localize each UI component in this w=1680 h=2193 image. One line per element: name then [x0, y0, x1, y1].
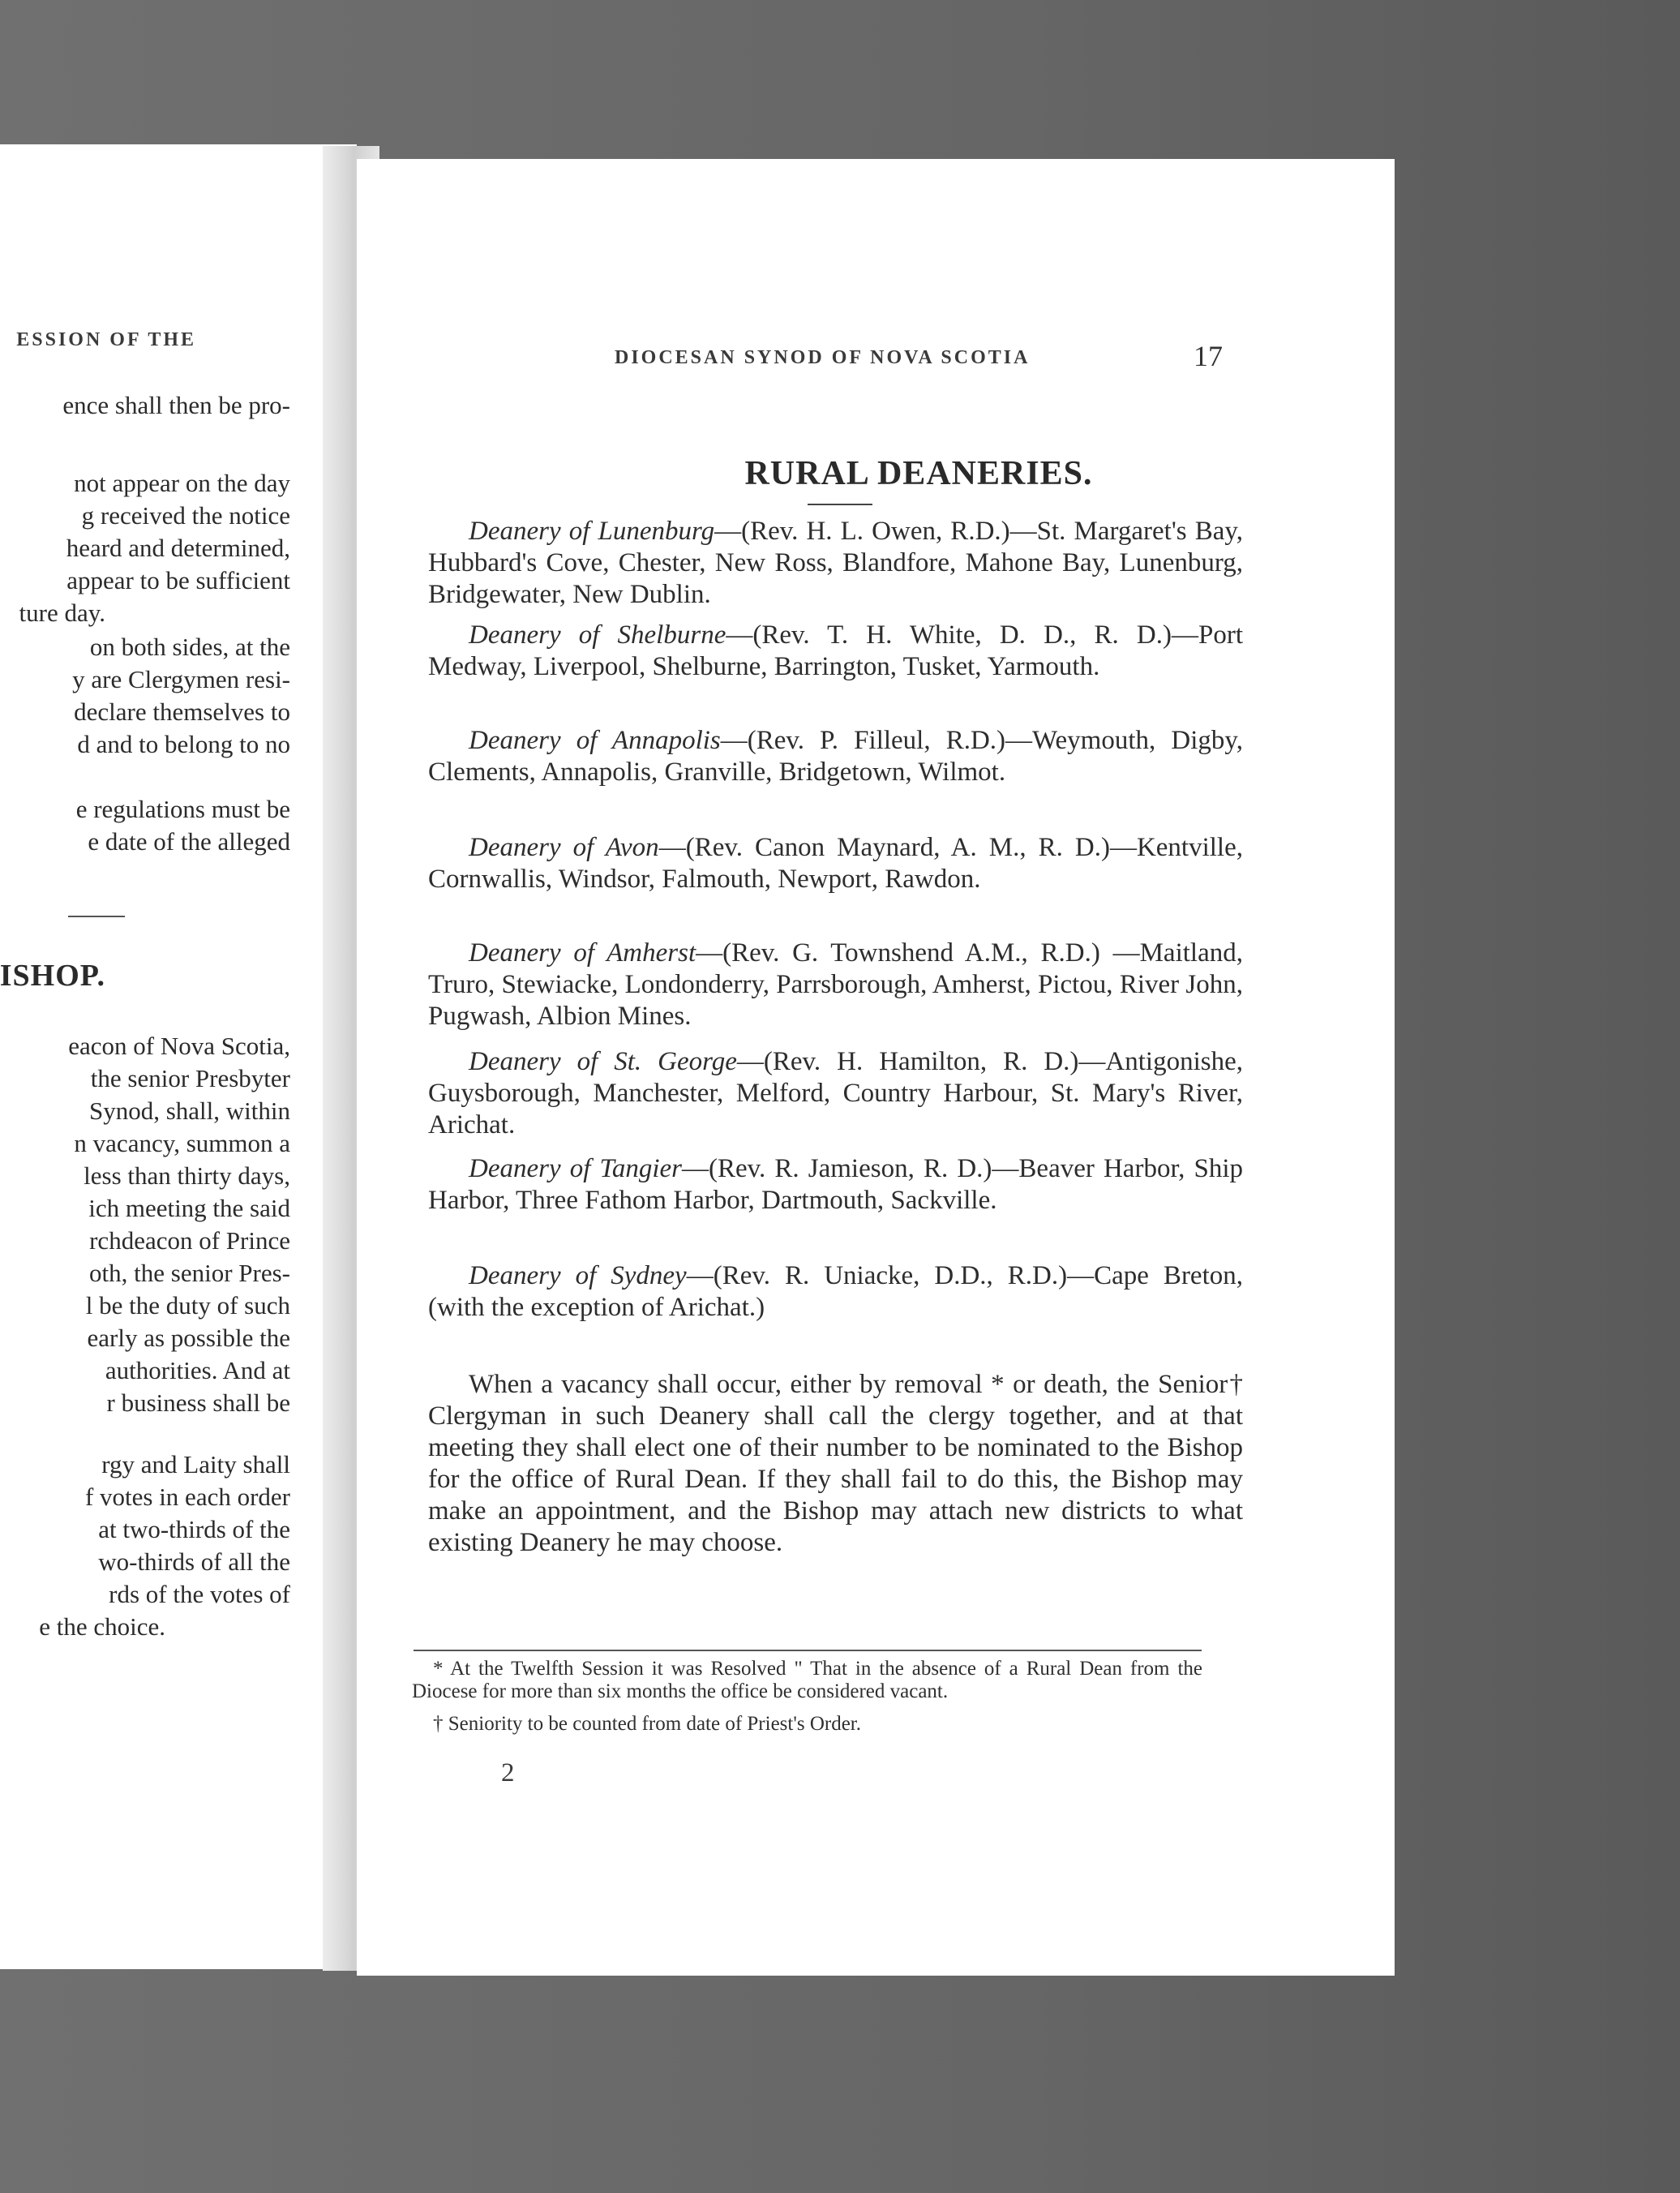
deanery-entry [428, 1153, 1243, 1217]
left-line: l be the duty of such [85, 1291, 290, 1320]
deanery-text: —(Rev. P. Filleul, R.D.)—Weymouth, Digby, Clements, Annapolis, Granville, Bridgetown, Wilmot. [428, 726, 1243, 787]
left-page [0, 144, 357, 1969]
left-line: d and to belong to no [77, 730, 290, 758]
deanery-entry [428, 1260, 1243, 1324]
left-line: at two-thirds of the [98, 1515, 290, 1543]
left-line: e date of the alleged [88, 827, 290, 856]
left-line: r business shall be [106, 1388, 290, 1417]
deanery-text: —(Rev. R. Jamieson, R. D.)—Beaver Harbor, Ship Harbor, Three Fathom Harbor, Dartmouth, Sackville. [428, 1154, 1244, 1215]
deanery-entry [428, 725, 1243, 788]
footnote: * At the Twelfth Session it was Resolved " That in the absence of a Rural Dean from the Diocese for more than six months the office be considered vacant. [412, 1658, 1202, 1702]
left-line: rgy and Laity shall [101, 1450, 290, 1478]
deanery-text: —(Rev. H. Hamilton, R. D.)—Antigonishe, Guysborough, Manchester, Melford, Country Harbour, St. Mary's River, Arichat. [428, 1047, 1243, 1139]
left-line: ich meeting the said [88, 1194, 290, 1222]
closing-paragraph-text: When a vacancy shall occur, either by removal * or death, the Senior† Clergyman in such Deanery shall call the clergy together, and at that meeting they shall elect one of their number to be nominated to the Bishop for the office of Rural Dean. If they shall fail to do this, the Bishop may make an appointment, and the Bishop may attach new districts to what existing Deanery he may choose. [428, 1370, 1243, 1557]
left-line: Synod, shall, within [88, 1096, 290, 1125]
deanery-text: —(Rev. T. H. White, D. D., R. D.)—Port Medway, Liverpool, Shelburne, Barrington, Tusket, Yarmouth. [428, 620, 1243, 681]
left-line: rds of the votes of [109, 1580, 290, 1608]
deanery-text: —(Rev. H. L. Owen, R.D.)—St. Margaret's Bay, Hubbard's Cove, Chester, New Ross, Blandfore, Mahone Bay, Lunenburg, Bridgewater, New Dublin. [428, 517, 1243, 609]
left-line: early as possible the [87, 1324, 290, 1352]
left-line: declare themselves to [74, 697, 290, 726]
left-line: e the choice. [39, 1612, 165, 1641]
deanery-entry [428, 938, 1243, 1032]
deanery-name: Deanery of Annapolis [469, 726, 721, 755]
deanery-name: Deanery of Amherst [469, 938, 696, 968]
left-line: not appear on the day [74, 469, 290, 497]
deanery-entry [428, 516, 1243, 611]
footnote-rule [414, 1650, 1202, 1651]
left-line: heard and determined, [66, 534, 290, 562]
deanery-name: Deanery of Tangier [469, 1154, 683, 1183]
deanery-text: —(Rev. G. Townshend A.M., R.D.) —Maitland, Truro, Stewiacke, Londonderry, Parrsborough, Amherst, Pictou, River John, Pugwash, Albion Mines. [428, 938, 1243, 1031]
title-rule [808, 504, 872, 505]
left-line: authorities. And at [105, 1356, 290, 1384]
left-line: rchdeacon of Prince [89, 1226, 290, 1255]
left-line: n vacancy, summon a [74, 1129, 290, 1157]
running-head: DIOCESAN SYNOD OF NOVA SCOTIA [615, 347, 1031, 368]
left-line: wo-thirds of all the [98, 1547, 290, 1576]
footnotes [412, 1658, 1202, 1736]
deanery-name: Deanery of Shelburne [469, 620, 726, 650]
left-line: g received the notice [81, 501, 290, 530]
left-line: y are Clergymen resi- [72, 665, 290, 693]
left-line: ence shall then be pro- [62, 391, 290, 419]
left-line: less than thirty days, [84, 1161, 290, 1190]
signature-mark: 2 [501, 1758, 515, 1787]
left-section-heading: ISHOP. [0, 959, 105, 993]
deanery-name: Deanery of Lunenburg [469, 517, 715, 546]
deanery-entry [428, 620, 1243, 683]
left-line: appear to be sufficient [66, 566, 290, 594]
deanery-text: —(Rev. Canon Maynard, A. M., R. D.)—Kentville, Cornwallis, Windsor, Falmouth, Newport, Rawdon. [428, 833, 1243, 894]
left-line: e regulations must be [75, 795, 290, 823]
left-line: f votes in each order [84, 1483, 290, 1511]
deanery-text: —(Rev. R. Uniacke, D.D., R.D.)—Cape Breton, (with the exception of Arichat.) [428, 1261, 1243, 1322]
deanery-name: Deanery of Sydney [469, 1261, 687, 1290]
footnote: † Seniority to be counted from date of Priest's Order. [433, 1713, 862, 1735]
left-line: on both sides, at the [89, 633, 290, 661]
deanery-entry [428, 1046, 1243, 1141]
left-line: oth, the senior Pres- [89, 1259, 290, 1287]
deanery-entry [428, 832, 1243, 895]
left-section-rule [68, 916, 125, 917]
left-line: eacon of Nova Scotia, [68, 1032, 290, 1060]
left-line: the senior Presbyter [90, 1064, 290, 1092]
page-number: 17 [1194, 340, 1223, 372]
left-line: ture day. [19, 599, 105, 627]
deanery-name: Deanery of Avon [469, 833, 659, 862]
page-title: RURAL DEANERIES. [744, 455, 1093, 492]
closing-paragraph [428, 1369, 1243, 1559]
left-running-head: ESSION OF THE [16, 329, 196, 350]
deanery-name: Deanery of St. George [469, 1047, 737, 1076]
